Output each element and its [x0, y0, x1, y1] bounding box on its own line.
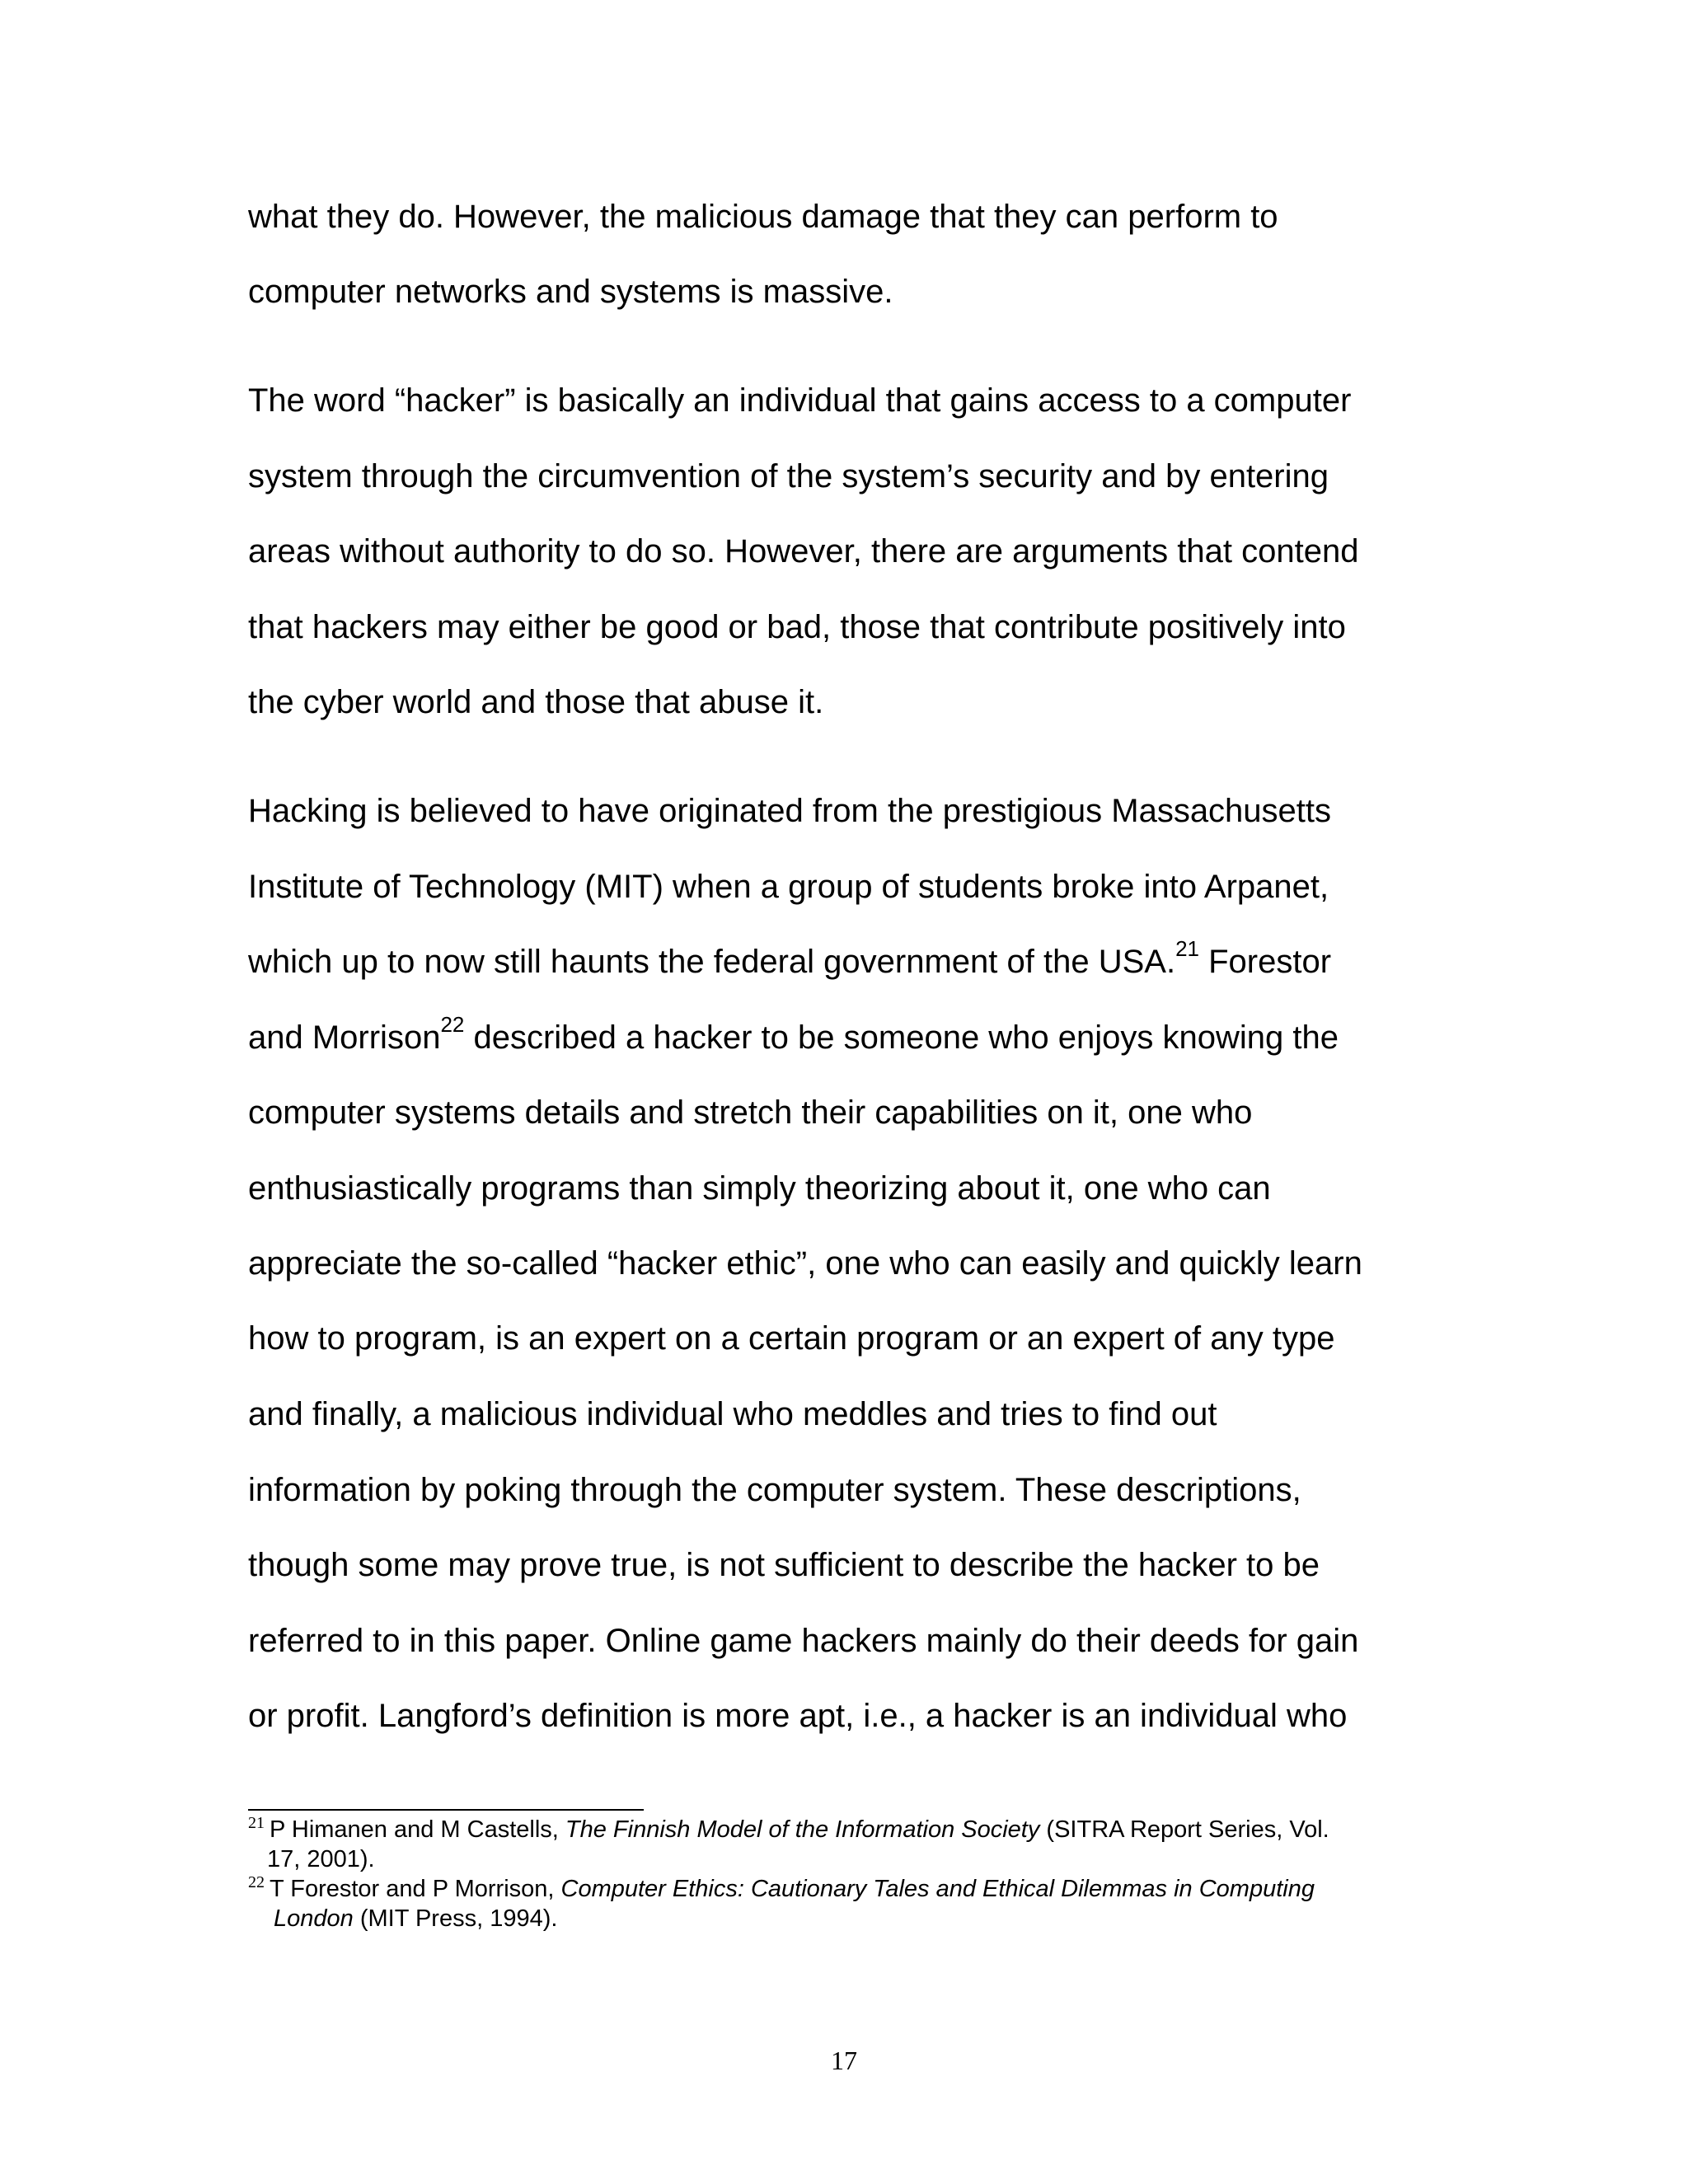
body-line [248, 1011, 1339, 1057]
body-line: computer networks and systems is massive. [248, 274, 893, 310]
footnote-number: 22 [248, 1873, 265, 1892]
footnote-21 [248, 1815, 1329, 1844]
body-line: The word “hacker” is basically an individual that gains access to a computer [248, 382, 1352, 419]
body-line: enthusiastically programs than simply theorizing about it, one who can [248, 1170, 1271, 1207]
footnote-title: London [274, 1905, 354, 1932]
body-line: how to program, is an expert on a certain program or an expert of any type [248, 1320, 1335, 1357]
footnote-title: The Finnish Model of the Information Society [565, 1816, 1040, 1843]
body-line: though some may prove true, is not sufficient to describe the hacker to be [248, 1547, 1320, 1583]
body-line: Institute of Technology (MIT) when a group of students broke into Arpanet, [248, 869, 1329, 905]
footnote-text: P Himanen and M Castells, [270, 1816, 565, 1843]
footnote-22 [248, 1874, 1315, 1904]
body-line: appreciate the so-called “hacker ethic”, one who can easily and quickly learn [248, 1245, 1362, 1282]
body-text: and Morrison [248, 1019, 441, 1056]
footnote-separator [248, 1809, 644, 1811]
footnote-text: (MIT Press, 1994). [353, 1905, 558, 1932]
footnote-number: 21 [248, 1814, 265, 1833]
body-line: areas without authority to do so. However, there are arguments that contend [248, 533, 1359, 569]
body-line: and finally, a malicious individual who meddles and tries to find out [248, 1396, 1217, 1432]
footnote-text: T Forestor and P Morrison, [270, 1876, 561, 1902]
footnote-22-continuation [274, 1904, 557, 1933]
footnote-21-continuation: 17, 2001). [267, 1846, 375, 1872]
footnote-text: (SITRA Report Series, Vol. [1039, 1816, 1329, 1843]
body-text: described a hacker to be someone who enjoys knowing the [464, 1019, 1339, 1056]
body-line: computer systems details and stretch their capabilities on it, one who [248, 1094, 1253, 1131]
body-line: the cyber world and those that abuse it. [248, 684, 824, 720]
body-text: which up to now still haunts the federal government of the USA. [248, 944, 1176, 980]
body-line: system through the circumvention of the system’s security and by entering [248, 458, 1329, 494]
page-number: 17 [831, 2046, 857, 2075]
body-line [248, 935, 1332, 982]
footnote-title: Computer Ethics: Cautionary Tales and Ethical Dilemmas in Computing [560, 1876, 1315, 1902]
body-line: information by poking through the computer system. These descriptions, [248, 1472, 1301, 1508]
body-line: what they do. However, the malicious damage that they can perform to [248, 199, 1278, 235]
footnote-ref-21[interactable]: 21 [1175, 935, 1199, 961]
body-line: referred to in this paper. Online game hackers mainly do their deeds for gain [248, 1623, 1359, 1659]
body-line: or profit. Langford’s definition is more apt, i.e., a hacker is an individual who [248, 1698, 1348, 1734]
body-line: that hackers may either be good or bad, those that contribute positively into [248, 609, 1346, 645]
body-line: Hacking is believed to have originated from the prestigious Massachusetts [248, 793, 1332, 829]
body-text: Forestor [1199, 944, 1332, 980]
footnote-ref-22[interactable]: 22 [440, 1011, 465, 1037]
